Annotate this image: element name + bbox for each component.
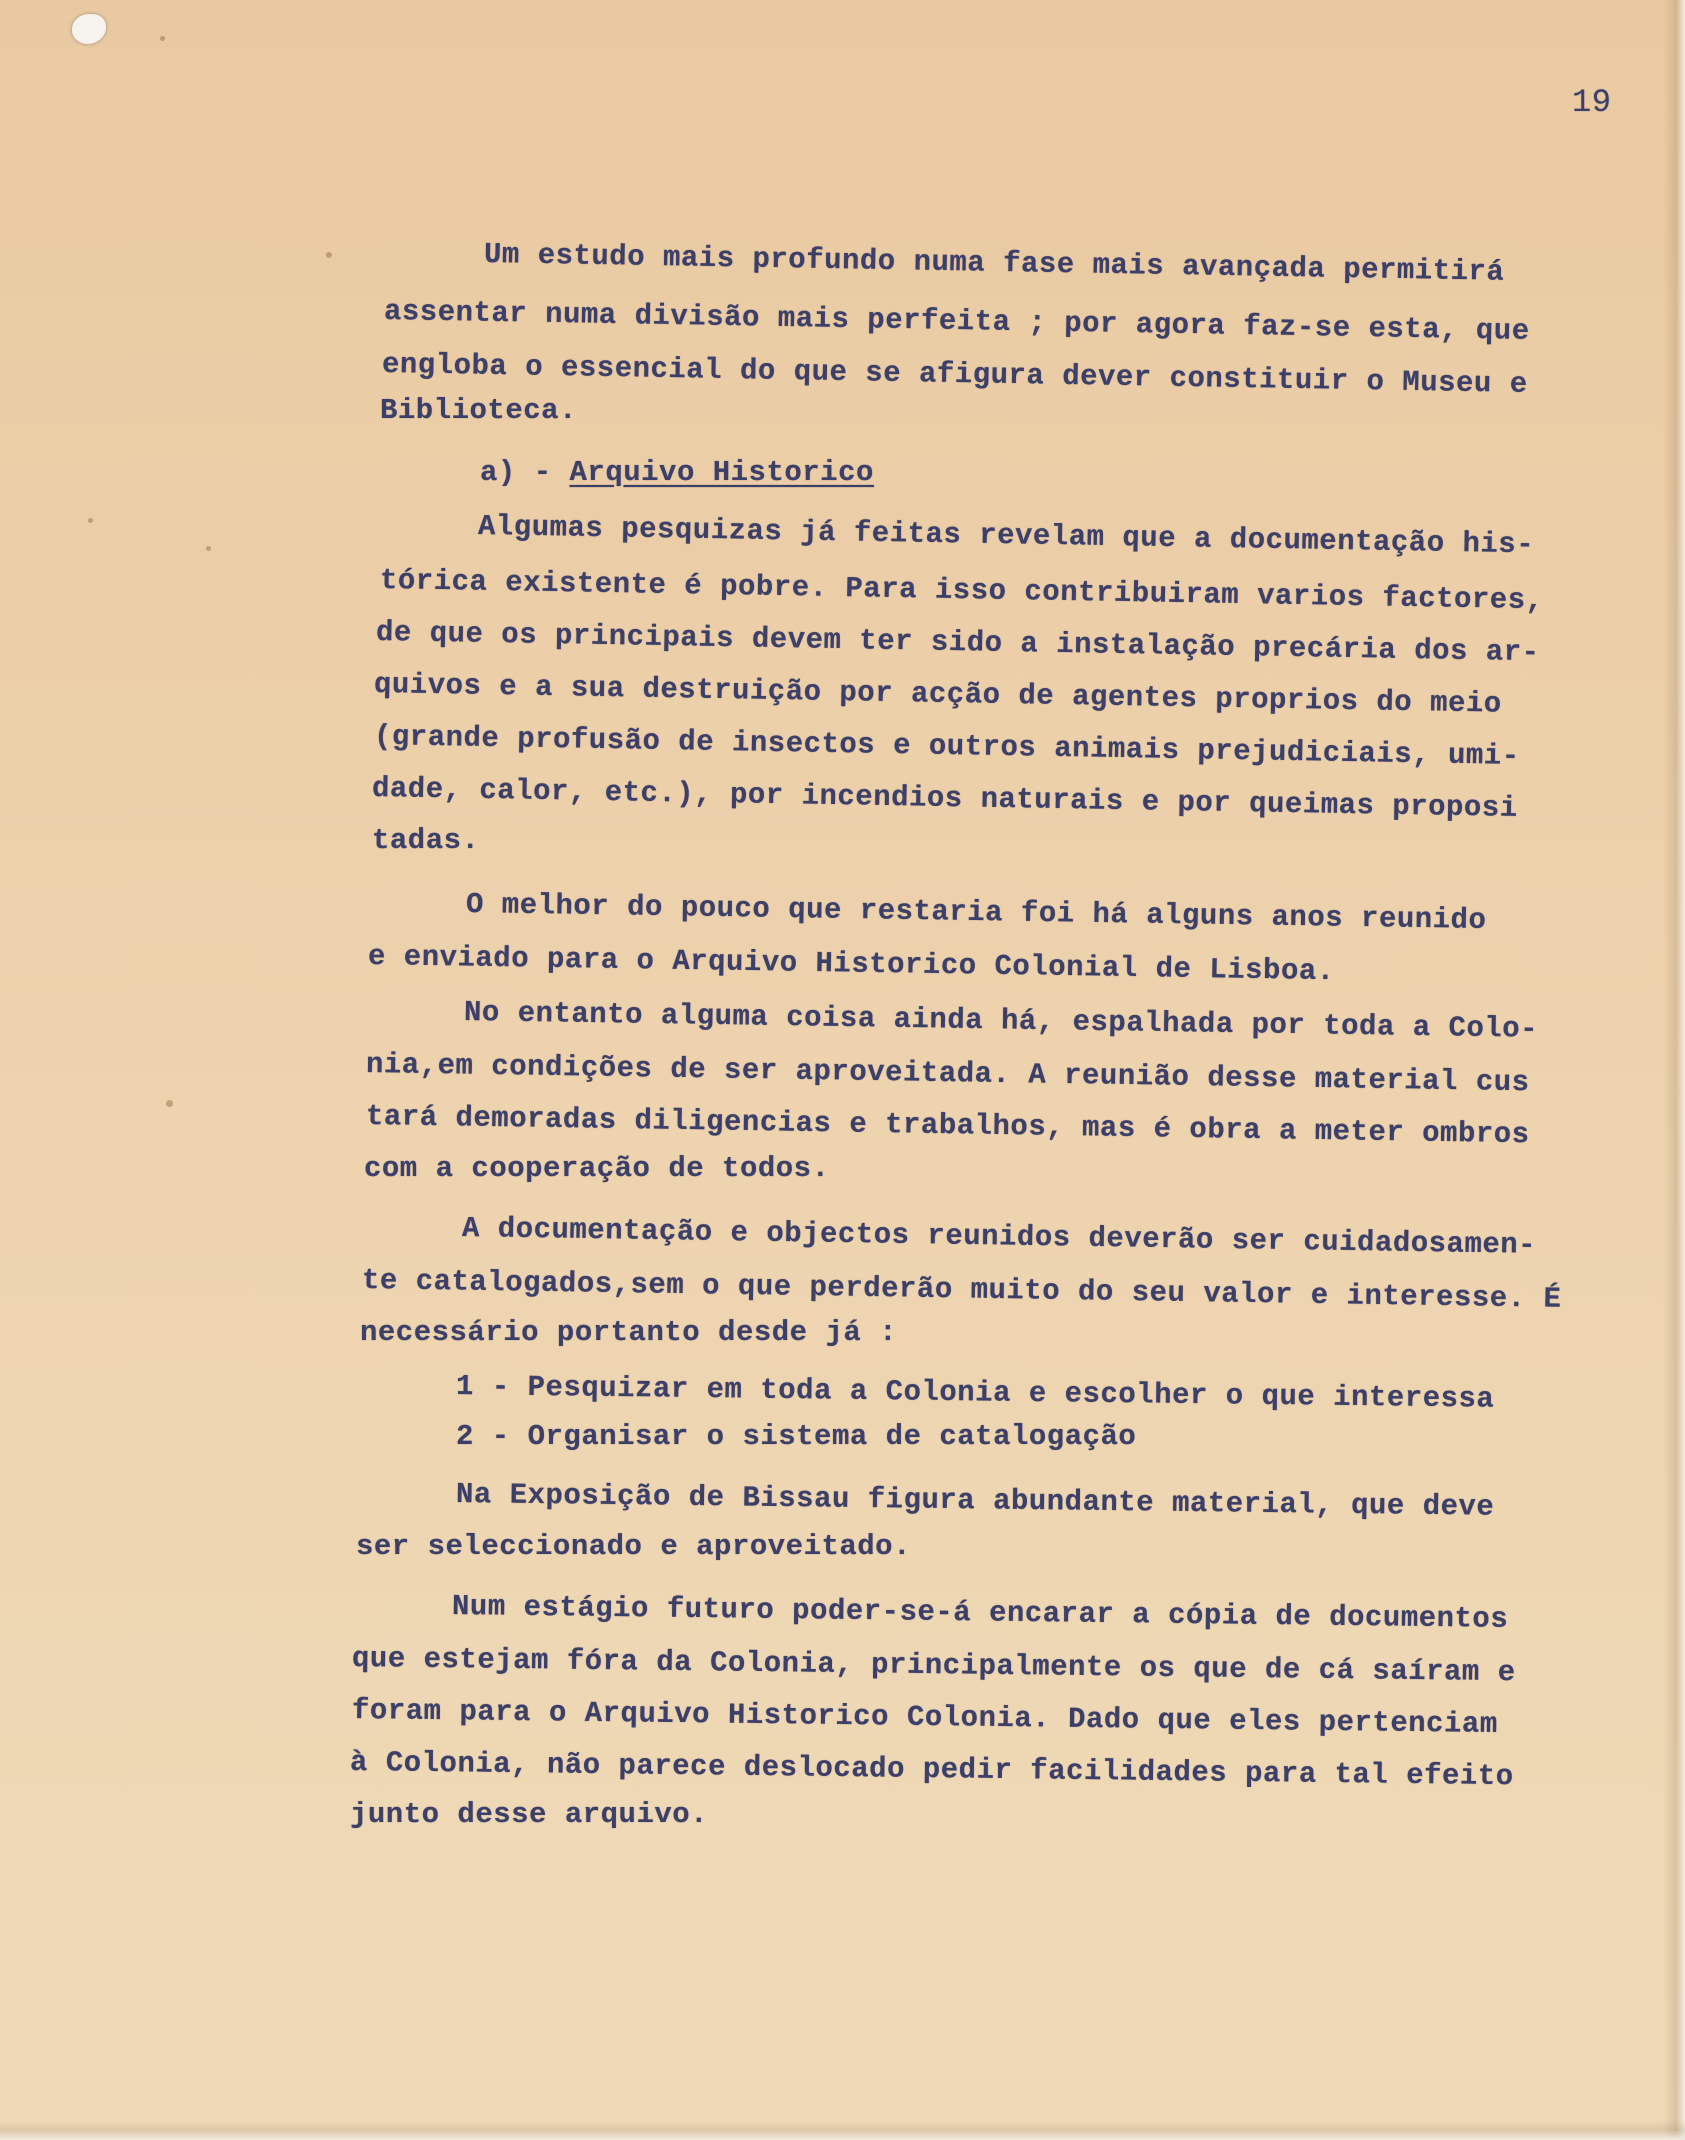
text-line: necessário portanto desde já : [360,1316,898,1349]
text-line: Biblioteca. [380,394,577,427]
list-item: 2 - Organisar o sistema de catalogação [456,1420,1137,1453]
section-heading-title: Arquivo Historico [569,456,874,489]
text-line: O melhor do pouco que restaria foi há alguns anos reunido [465,888,1487,938]
text-line: Um estudo mais profundo numa fase mais avançada permitirá [483,238,1505,289]
text-line: Algumas pesquizas já feitas revelam que a documentação his- [477,510,1535,562]
text-line: foram para o Arquivo Historico Colonia. Dado que eles pertenciam [351,1694,1498,1741]
text-line: assentar numa divisão mais perfeita ; por agora faz-se esta, que [383,295,1530,348]
text-line: ser seleccionado e aproveitado. [356,1530,911,1563]
text-line: (grande profusão de insectos e outros animais prejudiciais, umi- [373,720,1520,773]
text-line: Num estágio futuro poder-se-á encarar a cópia de documentos [451,1590,1509,1636]
text-line: tórica existente é pobre. Para isso contribuiram varios factores, [379,564,1544,618]
section-heading [480,456,874,489]
text-line: e enviado para o Arquivo Historico Colonial de Lisboa. [367,940,1335,989]
text-line: nia,em condições de ser aproveitada. A reunião desse material cus [365,1048,1530,1100]
text-line: à Colonia, não parece deslocado pedir facilidades para tal efeito [349,1746,1514,1794]
text-line: A documentação e objectos reunidos deverão ser cuidadosamen- [461,1212,1537,1262]
text-line: engloba o essencial do que se afigura dever constituir o Museu e [381,348,1528,401]
text-line: tará demoradas diligencias e trabalhos, mas é obra a meter ombros [365,1100,1530,1152]
list-item: 1 - Pesquizar em toda a Colonia e escolher o que interessa [455,1370,1495,1416]
section-heading-prefix: a) - [480,456,552,489]
text-line: dade, calor, etc.), por incendios naturais e por queimas proposi [371,772,1518,825]
text-line: tadas. [372,824,480,857]
text-line: te catalogados,sem o que perderão muito do seu valor e interesse. É [361,1264,1562,1316]
text-line: quivos e a sua destruição por acção de agentes proprios do meio [373,668,1503,721]
text-line: de que os principais devem ter sido a instalação precária dos ar- [375,616,1540,670]
text-line: junto desse arquivo. [350,1798,709,1831]
text-line: que estejam fóra da Colonia, principalmente os que de cá saíram e [351,1642,1516,1690]
text-line: Na Exposição de Bissau figura abundante material, que deve [455,1478,1495,1524]
page-number: 19 [1572,84,1612,121]
text-line: No entanto alguma coisa ainda há, espalhada por toda a Colo- [463,996,1539,1046]
text-line: com a cooperação de todos. [364,1152,830,1185]
